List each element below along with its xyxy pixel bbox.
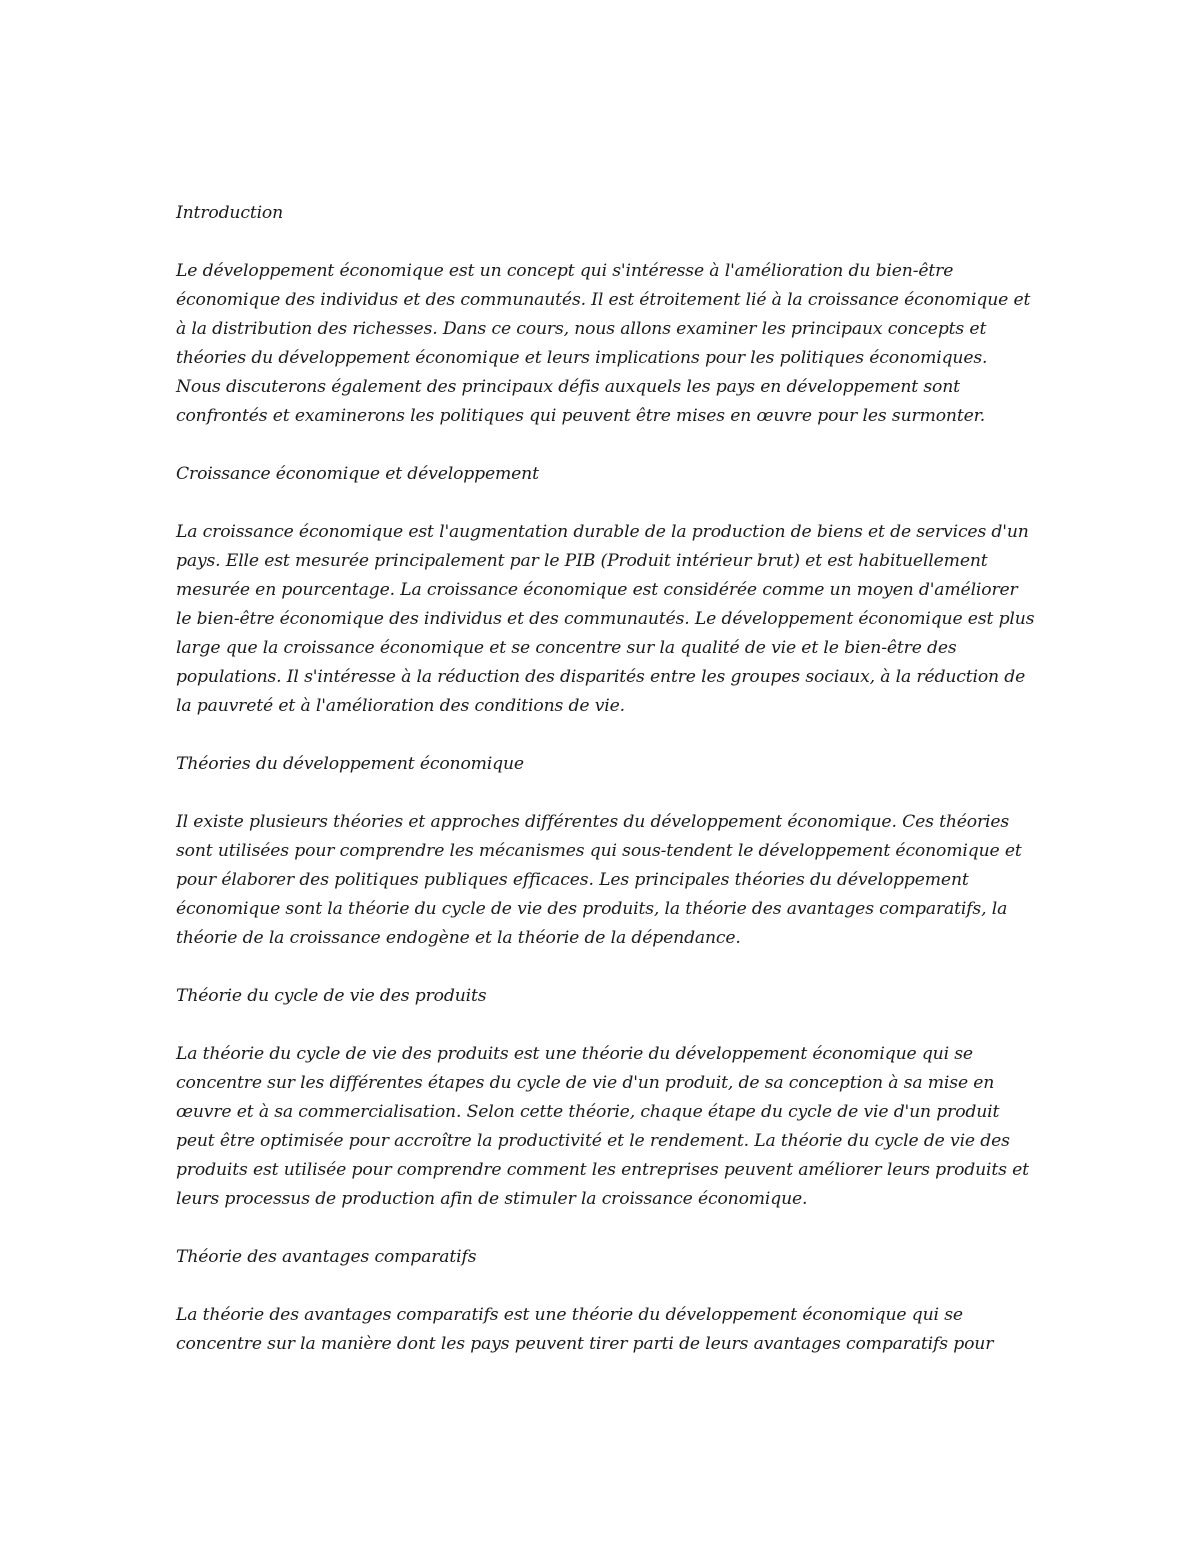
section-body-croissance: La croissance économique est l'augmentation durable de la production de biens et de services d'un pays. Elle est mesurée principalement par le PIB (Produit intérieur brut) et est habituellement mesurée en pourcentage. La croissance économique est considérée comme un moyen d'améliorer le bien-être économique des individus et des communautés. Le développement économique est plus large que la croissance économique et se concentre sur la qualité de vie et le bien-être des populations. Il s'intéresse à la réduction des disparités entre les groupes sociaux, à la réduction de la pauvreté et à l'amélioration des conditions de vie.: [176, 522, 1035, 716]
document-page: [176, 199, 1036, 1388]
section-heading-cycle-de-vie: Théorie du cycle de vie des produits: [176, 986, 487, 1006]
section-heading-croissance: Croissance économique et développement: [176, 464, 539, 484]
section-body-cycle-de-vie: La théorie du cycle de vie des produits est une théorie du développement économique qui se concentre sur les différentes étapes du cycle de vie d'un produit, de sa conception à sa mise en œuvre et à sa commercialisation. Selon cette théorie, chaque étape du cycle de vie d'un produit peut être optimisée pour accroître la productivité et le rendement. La théorie du cycle de vie des produits est utilisée pour comprendre comment les entreprises peuvent améliorer leurs produits et leurs processus de production afin de stimuler la croissance économique.: [176, 1044, 1029, 1209]
section-heading-theories: Théories du développement économique: [176, 754, 524, 774]
section-body-avantages-comparatifs: La théorie des avantages comparatifs est une théorie du développement économique qui se concentre sur la manière dont les pays peuvent tirer parti de leurs avantages comparatifs pour: [176, 1305, 994, 1354]
section-heading-introduction: Introduction: [176, 203, 284, 223]
section-body-theories: Il existe plusieurs théories et approches différentes du développement économique. Ces théories sont utilisées pour comprendre les mécanismes qui sous-tendent le développement économique et pour élaborer des politiques publiques efficaces. Les principales théories du développement économique sont la théorie du cycle de vie des produits, la théorie des avantages comparatifs, la théorie de la croissance endogène et la théorie de la dépendance.: [176, 812, 1022, 948]
section-body-introduction: Le développement économique est un concept qui s'intéresse à l'amélioration du bien-être économique des individus et des communautés. Il est étroitement lié à la croissance économique et à la distribution des richesses. Dans ce cours, nous allons examiner les principaux concepts et théories du développement économique et leurs implications pour les politiques économiques. Nous discuterons également des principaux défis auxquels les pays en développement sont confrontés et examinerons les politiques qui peuvent être mises en œuvre pour les surmonter.: [176, 261, 1031, 426]
section-heading-avantages-comparatifs: Théorie des avantages comparatifs: [176, 1247, 477, 1267]
